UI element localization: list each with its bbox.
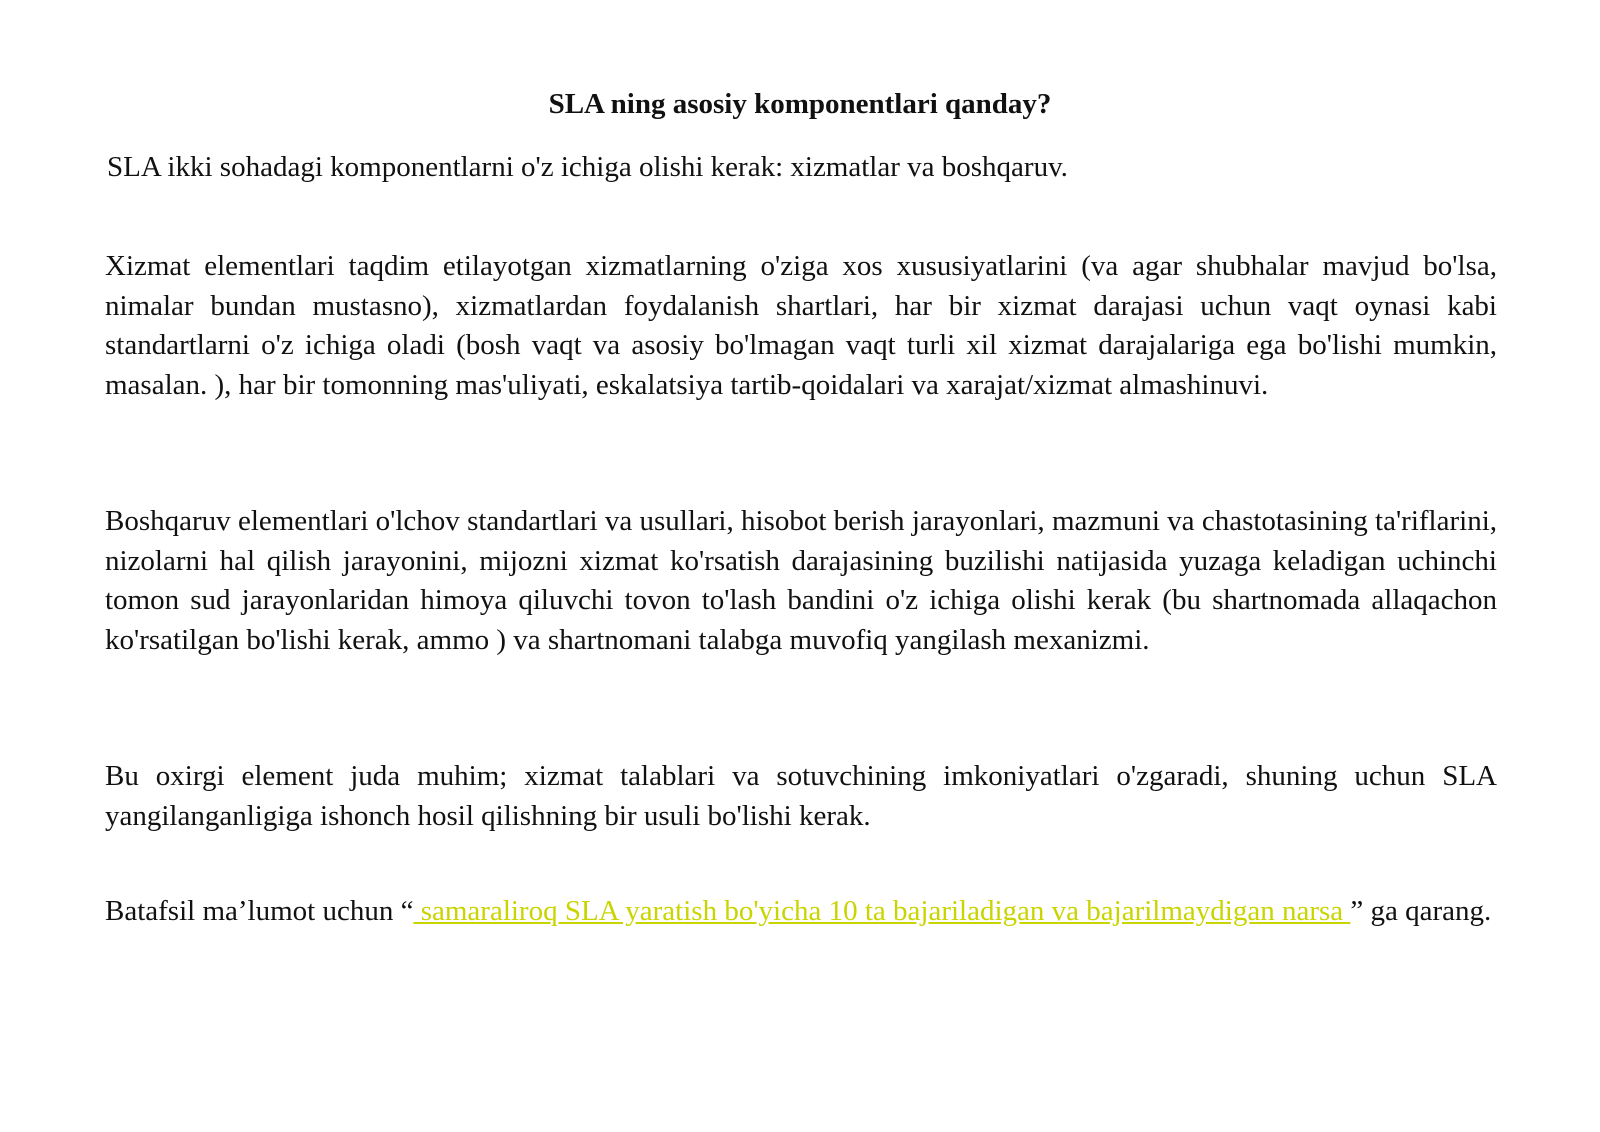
more-info-prefix: Batafsil ma’lumot uchun “ [105,895,414,927]
management-elements-paragraph: Boshqaruv elementlari o'lchov standartlari va usullari, hisobot berish jarayonlari, mazmuni va chastotasining ta'riflarini, nizolarni hal qilish jarayonini, mijozni xizmat ko'rsatish darajasining buzilishi natijasida yuzaga keladigan uchinchi tomon sud jarayonlaridan himoya qiluvchi tovon to'lash bandini o'z ichiga olishi kerak (bu shartnomada allaqachon ko'rsatilgan bo'lishi kerak, ammo ) va shartnomani talabga muvofiq yangilash mexanizmi. [105,505,1497,656]
sla-dos-donts-link[interactable]: samaraliroq SLA yaratish bo'yicha 10 ta bajariladigan va bajarilmaydigan narsa [413,895,1351,927]
service-elements-paragraph: Xizmat elementlari taqdim etilayotgan xizmatlarning o'ziga xos xususiyatlarini (va agar shubhalar mavjud bo'lsa, nimalar bundan mustasno), xizmatlardan foydalanish shartlari, har bir xizmat darajasi uchun vaqt oynasi kabi standartlarni o'z ichiga oladi (bosh vaqt va asosiy bo'lmagan vaqt turli xil xizmat darajalariga ega bo'lishi mumkin, masalan. ), har bir tomonning mas'uliyati, eskalatsiya tartib-qoidalari va xarajat/xizmat almashinuvi. [105,250,1497,401]
more-info-paragraph [105,892,1505,932]
intro-paragraph: SLA ikki sohadagi komponentlarni o'z ichiga olishi kerak: xizmatlar va boshqaruv. [107,151,1068,183]
last-element-paragraph: Bu oxirgi element juda muhim; xizmat talablari va sotuvchining imkoniyatlari o'zgaradi, shuning uchun SLA yangilanganligiga ishonch hosil qilishning bir usuli bo'lishi kerak. [105,760,1497,832]
more-info-suffix: ” ga qarang. [1350,895,1492,927]
page-title: SLA ning asosiy komponentlari qanday? [548,88,1052,120]
